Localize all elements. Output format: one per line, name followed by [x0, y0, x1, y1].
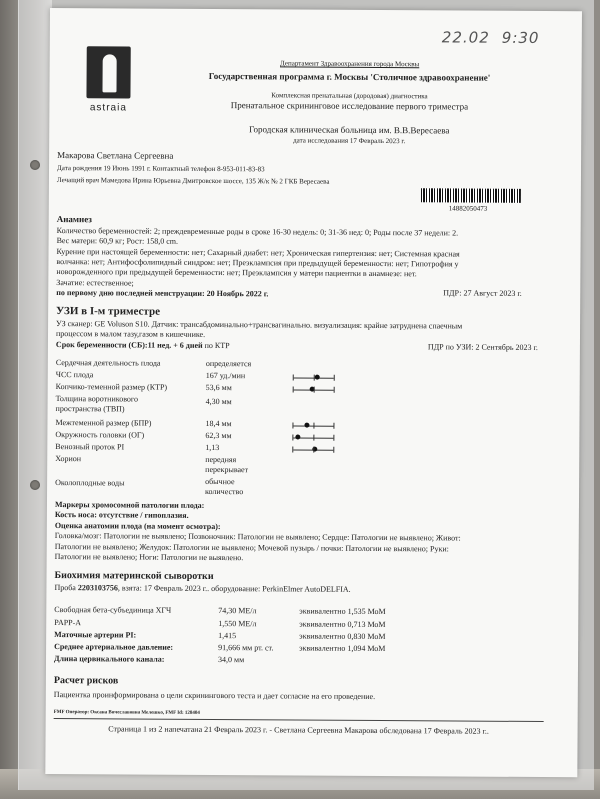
anatomy-line: Патологии не выявлено; Ноги: Патологии не выявлено.: [54, 552, 244, 563]
dv-value: 1,13: [205, 442, 220, 453]
scale-marker: [315, 375, 320, 380]
screening-title: Пренатальное скрининговое исследование первого триместра: [230, 100, 469, 112]
anatomy-line: Головка/мозг: Патологии не выявлено; Позвоночник: Патологии не выявлено; Сердце: Патологии не выявлено; Живот:: [54, 531, 461, 543]
map-label: Среднее артериальное давление:: [54, 642, 174, 652]
bpd-label: Межтеменной размер (БПР): [55, 418, 152, 428]
crl-value: 53,6 мм: [205, 382, 232, 393]
document-page: [45, 8, 582, 777]
nt-label-2: пространства (ТВП): [55, 404, 125, 414]
crl-scale: [293, 386, 335, 392]
scale-median-tick: [313, 423, 314, 429]
logo-text: astraia: [89, 102, 127, 114]
heart-rate-value: 167 уд./мин: [205, 370, 246, 381]
map-value: 91,666 мм рт. ст.: [218, 643, 274, 653]
scale-marker: [295, 435, 300, 440]
pappa-label: PAPP-A: [54, 618, 82, 628]
heart-rate-scale: [293, 374, 335, 380]
patient-birth-phone: Дата рождения 19 Июнь 1991 г. Контактный телефон 8-953-011-83-83: [56, 164, 265, 174]
sample-id: 2203103756: [77, 583, 118, 593]
anatomy-title: Оценка анатомии плода (на момент осмотра):: [54, 521, 221, 532]
gestational-age-method: по КТР: [204, 340, 230, 351]
heart-rate-label: ЧСС плода: [55, 370, 94, 380]
footer-divider: [54, 718, 544, 722]
astraia-logo: [83, 46, 133, 118]
uterine-pi-label: Маточные артерии PI:: [54, 630, 137, 640]
anamnesis-line: новорожденного при предыдущей беременности: нет; Преэклампсия у матери пациентки в анамнезе: нет.: [56, 267, 417, 279]
complex-diagnostics: Комплексная пренатальная (дородовая) диагностика: [271, 91, 428, 101]
gestational-age-value: Срок беременности (СБ):11 нед. + 6 дней: [55, 340, 203, 350]
biochem-title: Биохимия материнской сыворотки: [54, 570, 214, 583]
bpd-scale: [292, 422, 334, 428]
lmp: по первому дню последней менструации: 20 Ноябрь 2022 г.: [56, 288, 269, 299]
patient-name: Макарова Светлана Сергеевна: [57, 150, 174, 161]
barcode: [421, 188, 521, 203]
scale-median-tick: [314, 387, 315, 393]
exam-date: дата исследования 17 Февраль 2023 г.: [293, 136, 406, 146]
hc-scale: [292, 434, 334, 440]
hcg-value: 74,30 МЕ/л: [218, 606, 257, 616]
chorion-label: Хорион: [55, 454, 82, 464]
fmf-operator: FMF Оператор: Оксана Вячеславовна Мелешко, FMF Id: 128404: [53, 710, 200, 716]
anamnesis-line: Вес матери: 60,9 кг; Рост: 158,0 cm.: [56, 236, 179, 246]
amniotic-value-2: количество: [205, 486, 244, 497]
punch-hole: [30, 160, 40, 170]
risk-consent: Пациентка проинформирована о цели скринингового теста и дает согласие на его проведение.: [53, 690, 376, 701]
handwritten-time: 9:30: [501, 28, 540, 47]
nasal-bone: Кость носа: отсутствие / гипоплазия.: [54, 510, 189, 520]
edd: ПДР: 27 Август 2023 г.: [443, 288, 522, 298]
department: Департамент Здравоохранения города Москвы: [280, 59, 420, 69]
sample-line: [54, 583, 350, 594]
hcg-label: Свободная бета-субъединица ХГЧ: [54, 605, 172, 615]
anamnesis-line: Количество беременностей: 2; преждевременные роды в сроке 16-30 недель: 0; 31-36 нед: 0; Роды после 37 недели: 2.: [56, 226, 459, 238]
hc-value: 62,3 мм: [205, 430, 232, 441]
uterine-pi-mom: эквивалентно 0,830 МоМ: [299, 631, 386, 642]
scale-marker: [304, 423, 309, 428]
amniotic-value: обычное: [205, 476, 235, 487]
chorion-value-2: перекрывает: [205, 464, 249, 475]
anamnesis-line: Курение при настоящей беременности: нет; Сахарный диабет: нет; Хроническая гипертензия: нет; Системная красная: [56, 247, 460, 259]
risk-title: Расчет рисков: [53, 675, 119, 687]
fhr-value: определяется: [205, 358, 252, 369]
chorion-value: передняя: [205, 454, 237, 465]
dv-scale: [292, 446, 334, 452]
sample-details: , взята: 17 Февраль 2023 г.. оборудование: PerkinElmer AutoDELFIA.: [117, 583, 351, 594]
anamnesis-line: волчанка: нет; Антифосфолипидный синдром: нет; Преэклампсия при предыдущей беременности: нет; Гипотрофия у: [56, 257, 459, 269]
nt-label: Толщина воротникового: [55, 394, 139, 404]
anamnesis-title: Анамнез: [56, 214, 92, 225]
logo-mark: [86, 46, 130, 98]
nt-value: 4,30 мм: [205, 396, 232, 407]
sample-prefix: Проба: [54, 583, 76, 593]
fhr-label: Сердечная деятельность плода: [55, 358, 161, 368]
pappa-mom: эквивалентно 0,713 МоМ: [299, 619, 386, 630]
barcode-number: 14882050473: [448, 204, 488, 213]
page-footer: Страница 1 из 2 напечатана 21 Февраль 2023 г. - Светлана Сергеевна Макарова обследована 17 Февраль 2023 г..: [108, 724, 489, 736]
cervix-label: Длина цервикального канала:: [53, 654, 165, 664]
ultrasound-visualization: процессом в малом тазу,газом в кишечнике.: [55, 329, 206, 339]
scale-median-tick: [313, 447, 314, 453]
dv-label: Венозный проток PI: [55, 442, 125, 452]
hc-label: Окружность головки (ОГ): [55, 430, 145, 440]
uterine-pi-value: 1,415: [218, 631, 237, 641]
anatomy-line: Патологии не выявлено; Желудок: Патологии не выявлено; Мочевой пузырь / почки: Патологии не выявлено; Руки:: [54, 542, 449, 554]
ultrasound-title: УЗИ в I-м триместре: [56, 305, 161, 318]
punch-hole: [30, 480, 40, 490]
pappa-value: 1,550 МЕ/л: [218, 619, 257, 629]
cervix-value: 34,0 мм: [217, 655, 245, 665]
hcg-mom: эквивалентно 1,535 МоМ: [299, 606, 386, 617]
crl-label: Копчико-теменной размер (КТР): [55, 382, 168, 392]
patient-doctor: Лечащий врач Мамедова Ирина Юрьевна Дмитровское шоссе, 135 Ж/к № 2 ГКБ Вересаева: [56, 176, 330, 186]
markers-title: Маркеры хромосомной патологии плода:: [54, 500, 205, 510]
gestational-age: [56, 340, 230, 350]
amniotic-label: Околоплодные воды: [55, 478, 125, 488]
bpd-value: 18,4 мм: [205, 418, 232, 429]
hospital-name: Городская клиническая больница им. В.В.Вересаева: [249, 124, 450, 136]
map-mom: эквивалентно 1,094 МоМ: [299, 643, 386, 654]
program-title: Государственная программа г. Москвы 'Столичное здравоохранение': [208, 70, 491, 83]
handwritten-date: 22.02: [441, 28, 490, 47]
ultrasound-edd: ПДР по УЗИ: 2 Сентябрь 2023 г.: [427, 342, 538, 352]
ultrasound-scanner: УЗ сканер: GE Voluson S10. Датчик: трансабдоминально+трансвагинально. визуализация: крайне затруднена спаечным: [56, 319, 463, 331]
scale-median-tick: [314, 375, 315, 381]
anamnesis-line: Зачатие: естественное;: [56, 278, 134, 288]
scale-median-tick: [313, 435, 314, 441]
